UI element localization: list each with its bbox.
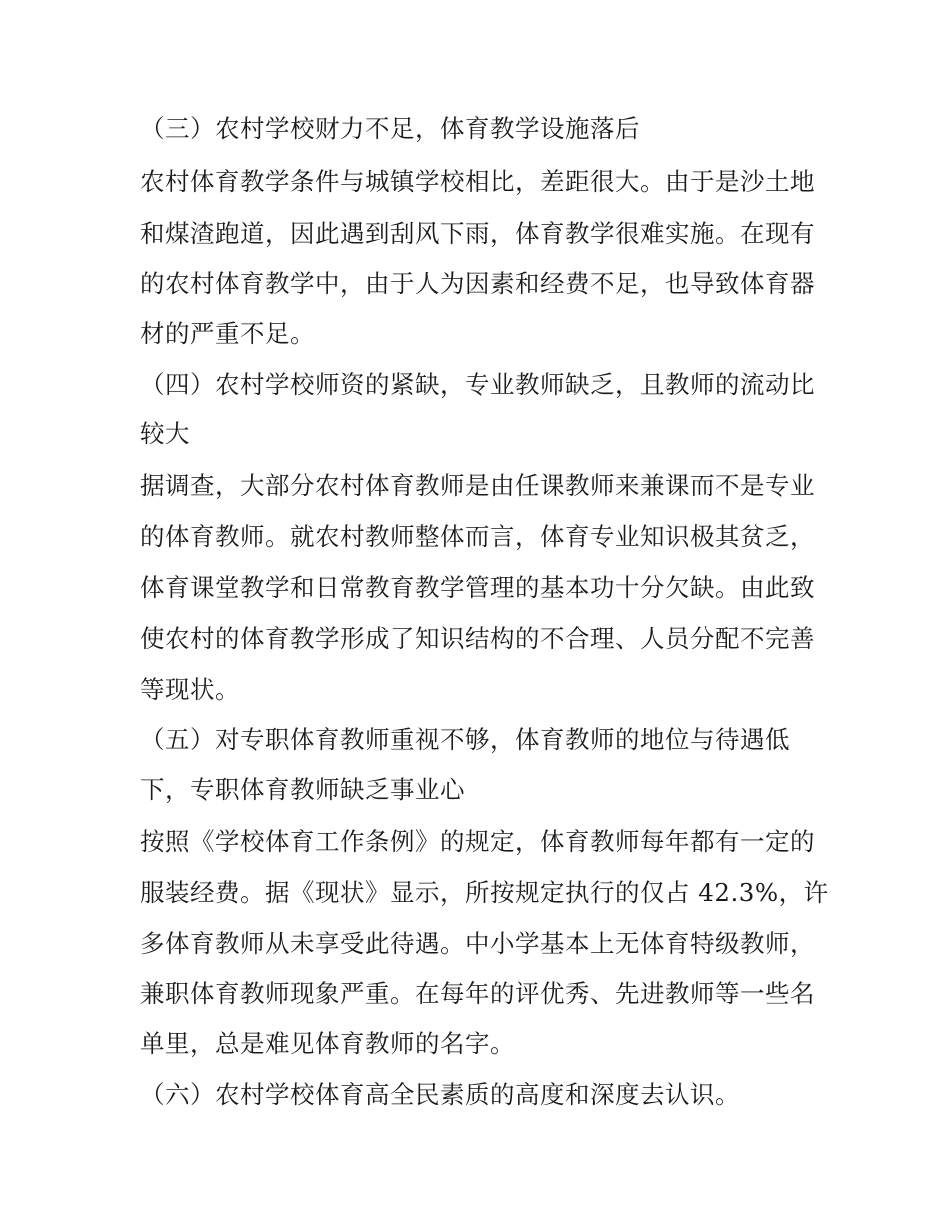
heading-section-6: （六）农村学校体育高全民素质的高度和深度去认识。: [140, 1080, 740, 1109]
paragraph-line: 和煤渣跑道，因此遇到刮风下雨，体育教学很难实施。在现有: [140, 219, 815, 248]
paragraph-line: 单里，总是难见体育教师的名字。: [140, 1029, 515, 1058]
paragraph-line: 体育课堂教学和日常教育教学管理的基本功十分欠缺。由此致: [140, 573, 815, 602]
heading-section-5-cont: 下，专职体育教师缺乏事业心: [140, 775, 465, 804]
heading-section-4: （四）农村学校师资的紧缺，专业教师缺乏，且教师的流动比: [140, 370, 815, 399]
heading-section-4-cont: 较大: [140, 419, 190, 448]
heading-section-5: （五）对专职体育教师重视不够，体育教师的地位与待遇低: [140, 725, 790, 754]
paragraph-line: 农村体育教学条件与城镇学校相比，差距很大。由于是沙土地: [140, 167, 815, 196]
paragraph-line: 的农村体育教学中，由于人为因素和经费不足，也导致体育器: [140, 269, 815, 298]
paragraph-line: 服装经费。据《现状》显示，所按规定执行的仅占 42.3%，许: [140, 878, 829, 907]
paragraph-line: 多体育教师从未享受此待遇。中小学基本上无体育特级教师，: [140, 929, 815, 958]
paragraph-line: 据调查，大部分农村体育教师是由任课教师来兼课而不是专业: [140, 471, 815, 500]
paragraph-line: 按照《学校体育工作条例》的规定，体育教师每年都有一定的: [140, 827, 815, 856]
paragraph-line: 兼职体育教师现象严重。在每年的评优秀、先进教师等一些名: [140, 979, 815, 1008]
heading-section-3: （三）农村学校财力不足，体育教学设施落后: [140, 114, 640, 143]
paragraph-line: 等现状。: [140, 675, 240, 704]
paragraph-line: 使农村的体育教学形成了知识结构的不合理、人员分配不完善: [140, 624, 815, 653]
paragraph-line: 的体育教师。就农村教师整体而言，体育专业知识极其贫乏，: [140, 522, 815, 551]
paragraph-line: 材的严重不足。: [140, 319, 315, 348]
